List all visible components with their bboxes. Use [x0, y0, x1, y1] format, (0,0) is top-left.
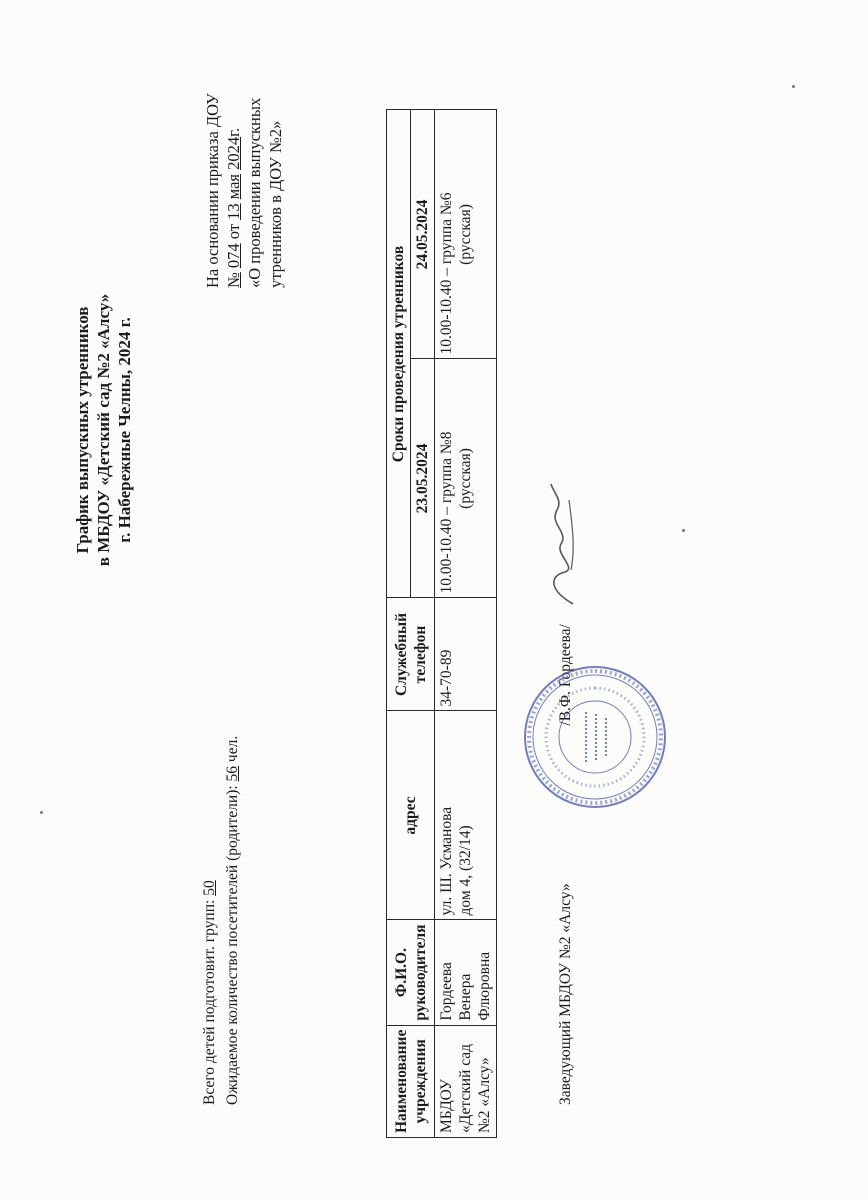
order-reference-line: На основании приказа ДОУ — [203, 93, 222, 288]
order-from-word: от — [224, 224, 243, 240]
children-total — [198, 736, 221, 1105]
order-number-prefix: № — [224, 272, 243, 288]
order-reference-line: утренников в ДОУ №2» — [266, 120, 285, 288]
cell-date-1-line: (русская) — [457, 448, 474, 509]
children-total-value: 50 — [201, 880, 218, 896]
cell-head-name — [435, 920, 497, 1025]
cell-phone: 34-70-89 — [435, 598, 497, 711]
order-date-month: мая — [224, 174, 243, 200]
header-institution-line: учреждения — [411, 1039, 429, 1124]
cell-institution — [435, 1025, 497, 1137]
order-number: 074 — [224, 243, 243, 269]
official-round-stamp — [520, 662, 670, 812]
cell-date-1-line: 10.00-10.40 – группа №8 — [438, 431, 455, 594]
table-row — [435, 110, 497, 1138]
header-head-name — [387, 920, 435, 1025]
title-line: г. Набережные Челны, 2024 г. — [115, 317, 134, 543]
header-head-name-line: Ф.И.О. — [392, 948, 410, 998]
stamp-inner-text-ring — [546, 688, 644, 786]
cell-date-2-line: (русская) — [457, 204, 474, 265]
scan-speck — [40, 811, 43, 814]
cell-institution-line: №2 «Алсу» — [476, 1057, 493, 1133]
order-reference-line: «О проведении выпускных — [245, 97, 264, 288]
cell-institution-line: МБДОУ — [438, 1079, 455, 1133]
totals-block — [198, 736, 244, 1105]
header-institution — [387, 1025, 435, 1137]
order-reference-line — [223, 18, 244, 288]
order-date-suffix: г. — [224, 127, 243, 137]
cell-date-1 — [435, 359, 497, 598]
cell-institution-line: «Детский сад — [457, 1043, 474, 1133]
header-dates-group: Сроки проведения утренников — [387, 110, 411, 598]
title-line: График выпускных утренников — [73, 306, 92, 554]
cell-date-2-line: 10.00-10.40 – группа №6 — [438, 192, 455, 355]
signer-name: /В.Ф. Гордеева/ — [557, 624, 574, 726]
handwritten-signature — [543, 480, 583, 610]
cell-date-2 — [435, 110, 497, 359]
table-header-row — [387, 110, 411, 1138]
schedule-table — [386, 109, 497, 1138]
scan-speck — [792, 85, 795, 88]
header-phone-line: телефон — [411, 625, 429, 684]
header-address: адрес — [387, 711, 435, 920]
cell-head-name-line: Флюровна — [476, 951, 493, 1021]
cell-address-line: ул. Ш. Усманова — [438, 806, 455, 916]
cell-head-name-line: Гордеева — [438, 962, 455, 1021]
header-institution-line: Наименование — [392, 1029, 410, 1133]
header-date-2: 24.05.2024 — [411, 110, 435, 359]
order-reference — [202, 18, 286, 288]
cell-head-name-line: Венера — [457, 973, 474, 1021]
title-line: в МБДОУ «Детский сад №2 «Алсу» — [94, 293, 113, 567]
header-date-1: 23.05.2024 — [411, 359, 435, 598]
order-date-year: 2024 — [224, 136, 243, 170]
header-head-name-line: руководителя — [411, 924, 429, 1021]
visitors-total-unit: чел. — [224, 735, 241, 763]
visitors-total — [221, 736, 244, 1105]
order-date-day: 13 — [224, 203, 243, 220]
cell-address-line: дом 4, (32/14) — [457, 825, 474, 916]
header-phone — [387, 598, 435, 711]
stamp-middle-ring — [533, 675, 657, 799]
scan-speck — [682, 529, 685, 532]
signer-position: Заведующий МБДОУ №2 «Алсу» — [557, 883, 574, 1105]
signature-underline-stroke — [569, 500, 573, 570]
children-total-label: Всего детей подготовит. групп: — [201, 899, 218, 1105]
document-title — [72, 200, 135, 660]
visitors-total-label: Ожидаемое количество посетителей (родители): — [224, 785, 241, 1105]
stamp-inner-ring — [559, 701, 631, 773]
visitors-total-value: 56 — [224, 765, 241, 782]
header-phone-line: Служебный — [392, 612, 410, 697]
cell-address — [435, 711, 497, 920]
stamp-text-ring — [529, 671, 661, 803]
